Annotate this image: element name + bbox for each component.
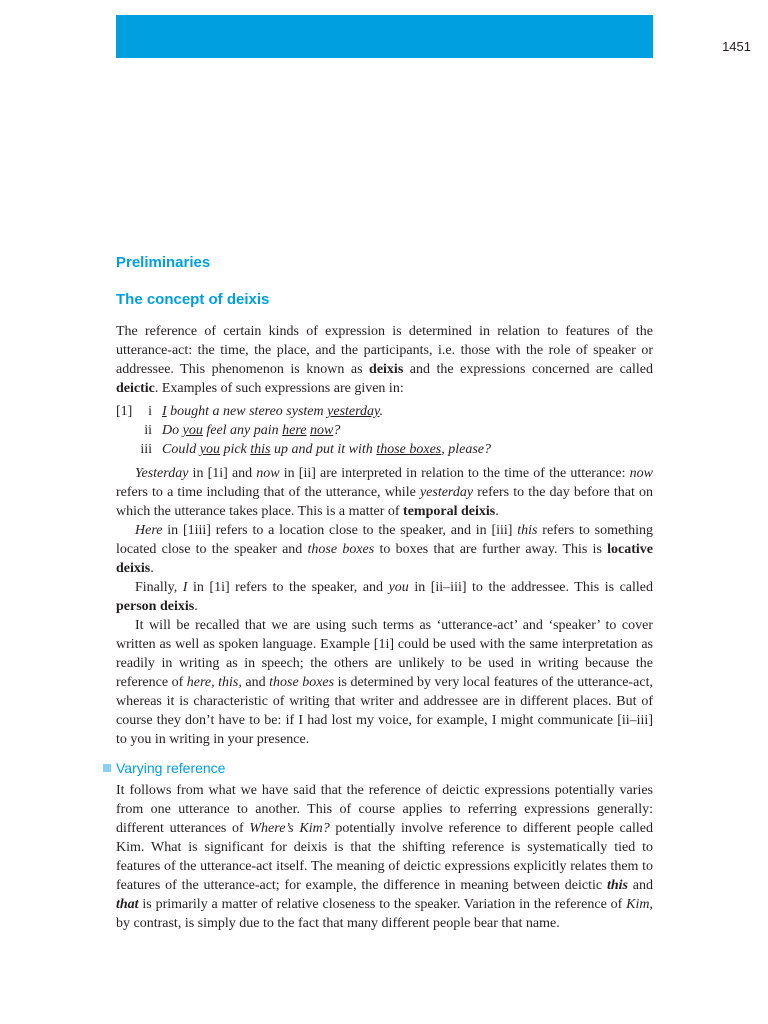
example-row: [116, 421, 653, 440]
example-row: [116, 402, 653, 421]
paragraph-locative: Here in [1iii] refers to a location close to the speaker, and in [iii] this refers to something located close to the speaker and those boxes to boxes that are further away. This is locative deixis.: [116, 523, 654, 576]
subsection-title: The concept of deixis: [116, 291, 270, 308]
example-row: [116, 440, 653, 459]
paragraph-person: Finally, I in [1i] refers to the speaker, and you in [ii–iii] to the addressee. This is called person deixis.: [116, 580, 653, 614]
square-bullet-icon: [103, 764, 111, 772]
example-label: [1]: [116, 404, 133, 419]
varying-reference-paragraph: It follows from what we have said that the reference of deictic expressions potentially varies from one utterance to another. This of course applies to referring expressions generally: different utterances of Where’s Kim? potentially involve reference to different people called Kim. What is significant for deixis is that the shifting reference is systematically tied to features of the utterance-act itself. The meaning of deictic expressions explicitly relates them to features of the utterance-act; for example, the difference in meaning between deictic this and that is primarily a matter of relative closeness to the speaker. Variation in the reference of Kim, by contrast, is simply due to the fact that many different people bear that name.: [116, 783, 653, 931]
example-sentence: Could you pick this up and put it with those boxes, please?: [162, 442, 492, 457]
section-title: Preliminaries: [116, 254, 211, 271]
paragraph-writing: It will be recalled that we are using such terms as ‘utterance-act’ and ‘speaker’ to cover written as well as spoken language. Example [1i] could be used with the same interpretation as readily in writing as in speech; the others are unlikely to be used in writing because the reference of here, this, and those boxes is determined by very local features of the utterance-act, whereas it is characteristic of writing that writer and addressee are in different places. But of course they don’t have to be: if I had lost my voice, for example, I might communicate [ii–iii] to you in writing in your presence.: [116, 618, 654, 747]
example-roman: i: [148, 404, 152, 419]
example-sentence: Do you feel any pain here now?: [162, 423, 341, 438]
varying-reference-heading: [103, 760, 225, 779]
page-number: 1451: [722, 39, 751, 54]
example-block: [116, 402, 653, 459]
example-sentence: I bought a new stereo system yesterday.: [162, 404, 383, 419]
header-band: [116, 15, 653, 58]
intro-paragraph: The reference of certain kinds of expression is determined in relation to features of the utterance-act: the time, the place, and the participants, i.e. those with the role of speaker or addressee. This phenomenon is known as deixis and the expressions concerned are called deictic. Examples of such expressions are given in:: [116, 324, 654, 396]
subsection-heading: [0, 291, 400, 313]
subheading-title: Varying reference: [116, 760, 226, 776]
section-heading: [0, 254, 400, 276]
example-roman: iii: [140, 442, 152, 457]
body-text: [116, 464, 653, 749]
paragraph-temporal: Yesterday in [1i] and now in [ii] are interpreted in relation to the time of the utterance: now refers to a time including that of the utterance, while yesterday refers to the day before that on which the utterance takes place. This is a matter of temporal deixis.: [116, 466, 653, 519]
example-roman: ii: [144, 423, 152, 438]
